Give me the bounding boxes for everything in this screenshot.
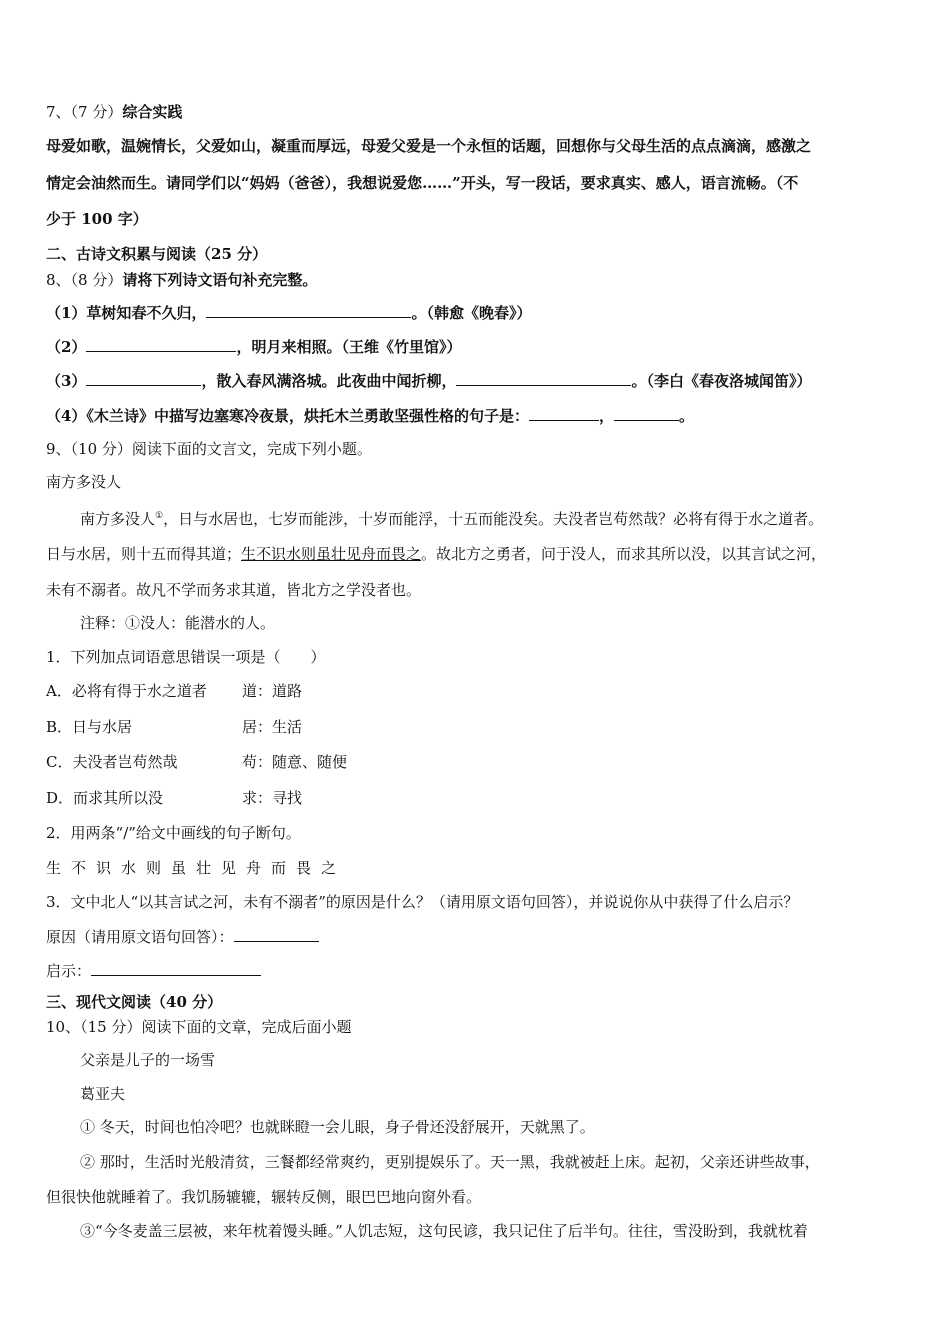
q8-item-1-text: （1）草树知春不久归，: [46, 304, 207, 322]
q9-option-a[interactable]: [46, 681, 302, 701]
reason-answer-line: [46, 926, 319, 947]
q9-note: 注释：①没人：能潜水的人。: [80, 614, 276, 632]
q8-item-1-source: 。（韩愈《晚春》）: [411, 304, 532, 322]
q9-passage-text: 。故北方之勇者，问于没人，而求其所以没，以其言试之河，: [421, 545, 827, 563]
q9-passage-text: ，日与水居也，七岁而能涉，十岁而能浮，十五而能没矣。夫没者岂苟然哉？必将有得于水之道者。: [163, 510, 824, 528]
q9-heading: 9、（10 分）阅读下面的文言文，完成下列小题。: [46, 440, 372, 458]
answer-blank[interactable]: [206, 302, 411, 318]
q8-item-3-label: （3）: [46, 372, 87, 390]
q8-item-3-text: ，散入春风满洛城。此夜曲中闻折柳，: [201, 372, 457, 390]
section-3-heading: 三、现代文阅读（40 分）: [46, 993, 223, 1011]
option-definition: 居：生活: [242, 718, 303, 736]
option-text: D．而求其所以没: [46, 789, 164, 807]
q8-item-4-comma: ，: [598, 407, 614, 425]
q8-item-3-source: 。（李白《春夜洛城闻笛》）: [631, 372, 812, 390]
insight-label: 启示：: [46, 962, 92, 980]
q9-option-d[interactable]: [46, 788, 302, 808]
answer-blank[interactable]: [86, 336, 236, 352]
answer-blank[interactable]: [614, 405, 679, 421]
article-para-2-line-2: 但很快他就睡着了。我饥肠辘辘，辗转反侧，眼巴巴地向窗外看。: [46, 1188, 482, 1206]
q9-passage-line-1: [80, 506, 823, 529]
q8-item-3: [46, 370, 811, 391]
q8-item-4: [46, 405, 694, 426]
answer-blank[interactable]: [91, 960, 261, 976]
q8-heading: [46, 270, 317, 290]
q9-passage-title: 南方多没人: [46, 473, 122, 491]
answer-blank[interactable]: [529, 405, 599, 421]
q8-item-2-label: （2）: [46, 338, 87, 356]
q8-item-4-end: 。: [678, 407, 694, 425]
q9-passage-line-3: 未有不溺者。故凡不学而务求其道，皆北方之学没者也。: [46, 581, 422, 599]
answer-blank[interactable]: [456, 370, 631, 386]
section-2-heading: 二、古诗文积累与阅读（25 分）: [46, 245, 268, 263]
sentence-to-segment: 生不识水则虽壮见舟而畏之: [46, 859, 347, 877]
q9-subquestion-1: 1．下列加点词语意思错误一项是（ ）: [46, 648, 326, 666]
q8-title: 请将下列诗文语句补充完整。: [122, 271, 318, 289]
q9-passage-text: 日与水居，则十五而得其道；: [46, 545, 242, 563]
q9-subquestion-3: 3．文中北人“以其言试之河，未有不溺者”的原因是什么？（请用原文语句回答），并说说你从中获得了什么启示？: [46, 893, 799, 911]
q7-title: 综合实践: [122, 103, 183, 121]
footnote-marker: ①: [155, 511, 164, 521]
article-para-1: ① 冬天，时间也怕冷吧？也就眯瞪一会儿眼，身子骨还没舒展开，天就黑了。: [80, 1118, 595, 1136]
q8-number: 8、（8 分）: [46, 271, 123, 289]
q8-item-1: [46, 302, 531, 323]
q8-item-4-text: （4）《木兰诗》中描写边塞寒冷夜景，烘托木兰勇敢坚强性格的句子是：: [46, 407, 529, 425]
q9-option-b[interactable]: [46, 717, 302, 737]
q7-heading: [46, 102, 182, 122]
q9-passage-line-2: [46, 544, 826, 564]
option-text: A．必将有得于水之道者: [46, 682, 207, 700]
article-para-2-line-1: ② 那时，生活时光般清贫，三餐都经常爽约，更别提娱乐了。天一黑，我就被赶上床。起初，父亲还讲些故事，: [80, 1153, 820, 1171]
q7-number: 7、（7 分）: [46, 103, 123, 121]
article-para-3: ③“今冬麦盖三层被，来年枕着馒头睡。”人饥志短，这句民谚，我只记住了后半句。往往，雪没盼到，我就枕着: [80, 1222, 808, 1240]
insight-answer-line: [46, 960, 261, 981]
answer-blank[interactable]: [234, 926, 319, 942]
q9-option-c[interactable]: [46, 752, 347, 772]
option-definition: 道：道路: [242, 682, 303, 700]
option-definition: 求：寻找: [242, 789, 303, 807]
q7-para-line-3: 少于 100 字）: [46, 210, 148, 228]
q8-item-2: [46, 336, 461, 357]
q9-passage-text: 南方多没人: [80, 510, 156, 528]
q10-heading: 10、（15 分）阅读下面的文章，完成后面小题: [46, 1018, 352, 1036]
q7-para-line-1: 母爱如歌，温婉情长，父爱如山，凝重而厚远，母爱父爱是一个永恒的话题，回想你与父母生活的点点滴滴，感激之: [46, 137, 812, 155]
option-definition: 苟：随意、随便: [242, 753, 348, 771]
answer-blank[interactable]: [86, 370, 201, 386]
option-text: B．日与水居: [46, 718, 133, 736]
option-text: C．夫没者岂苟然哉: [46, 753, 178, 771]
q8-item-2-text: ，明月来相照。（王维《竹里馆》）: [236, 338, 462, 356]
q7-para-line-2: 情定会油然而生。请同学们以“妈妈（爸爸），我想说爱您……”开头，写一段话，要求真实、感人，语言流畅。（不: [46, 174, 799, 192]
reason-label: 原因（请用原文语句回答）：: [46, 928, 234, 946]
q9-subquestion-2: 2．用两条“/”给文中画线的句子断句。: [46, 824, 301, 842]
underlined-sentence: 生不识水则虽壮见舟而畏之: [241, 545, 422, 563]
article-author: 葛亚夫: [80, 1085, 126, 1103]
article-title: 父亲是儿子的一场雪: [80, 1051, 216, 1069]
